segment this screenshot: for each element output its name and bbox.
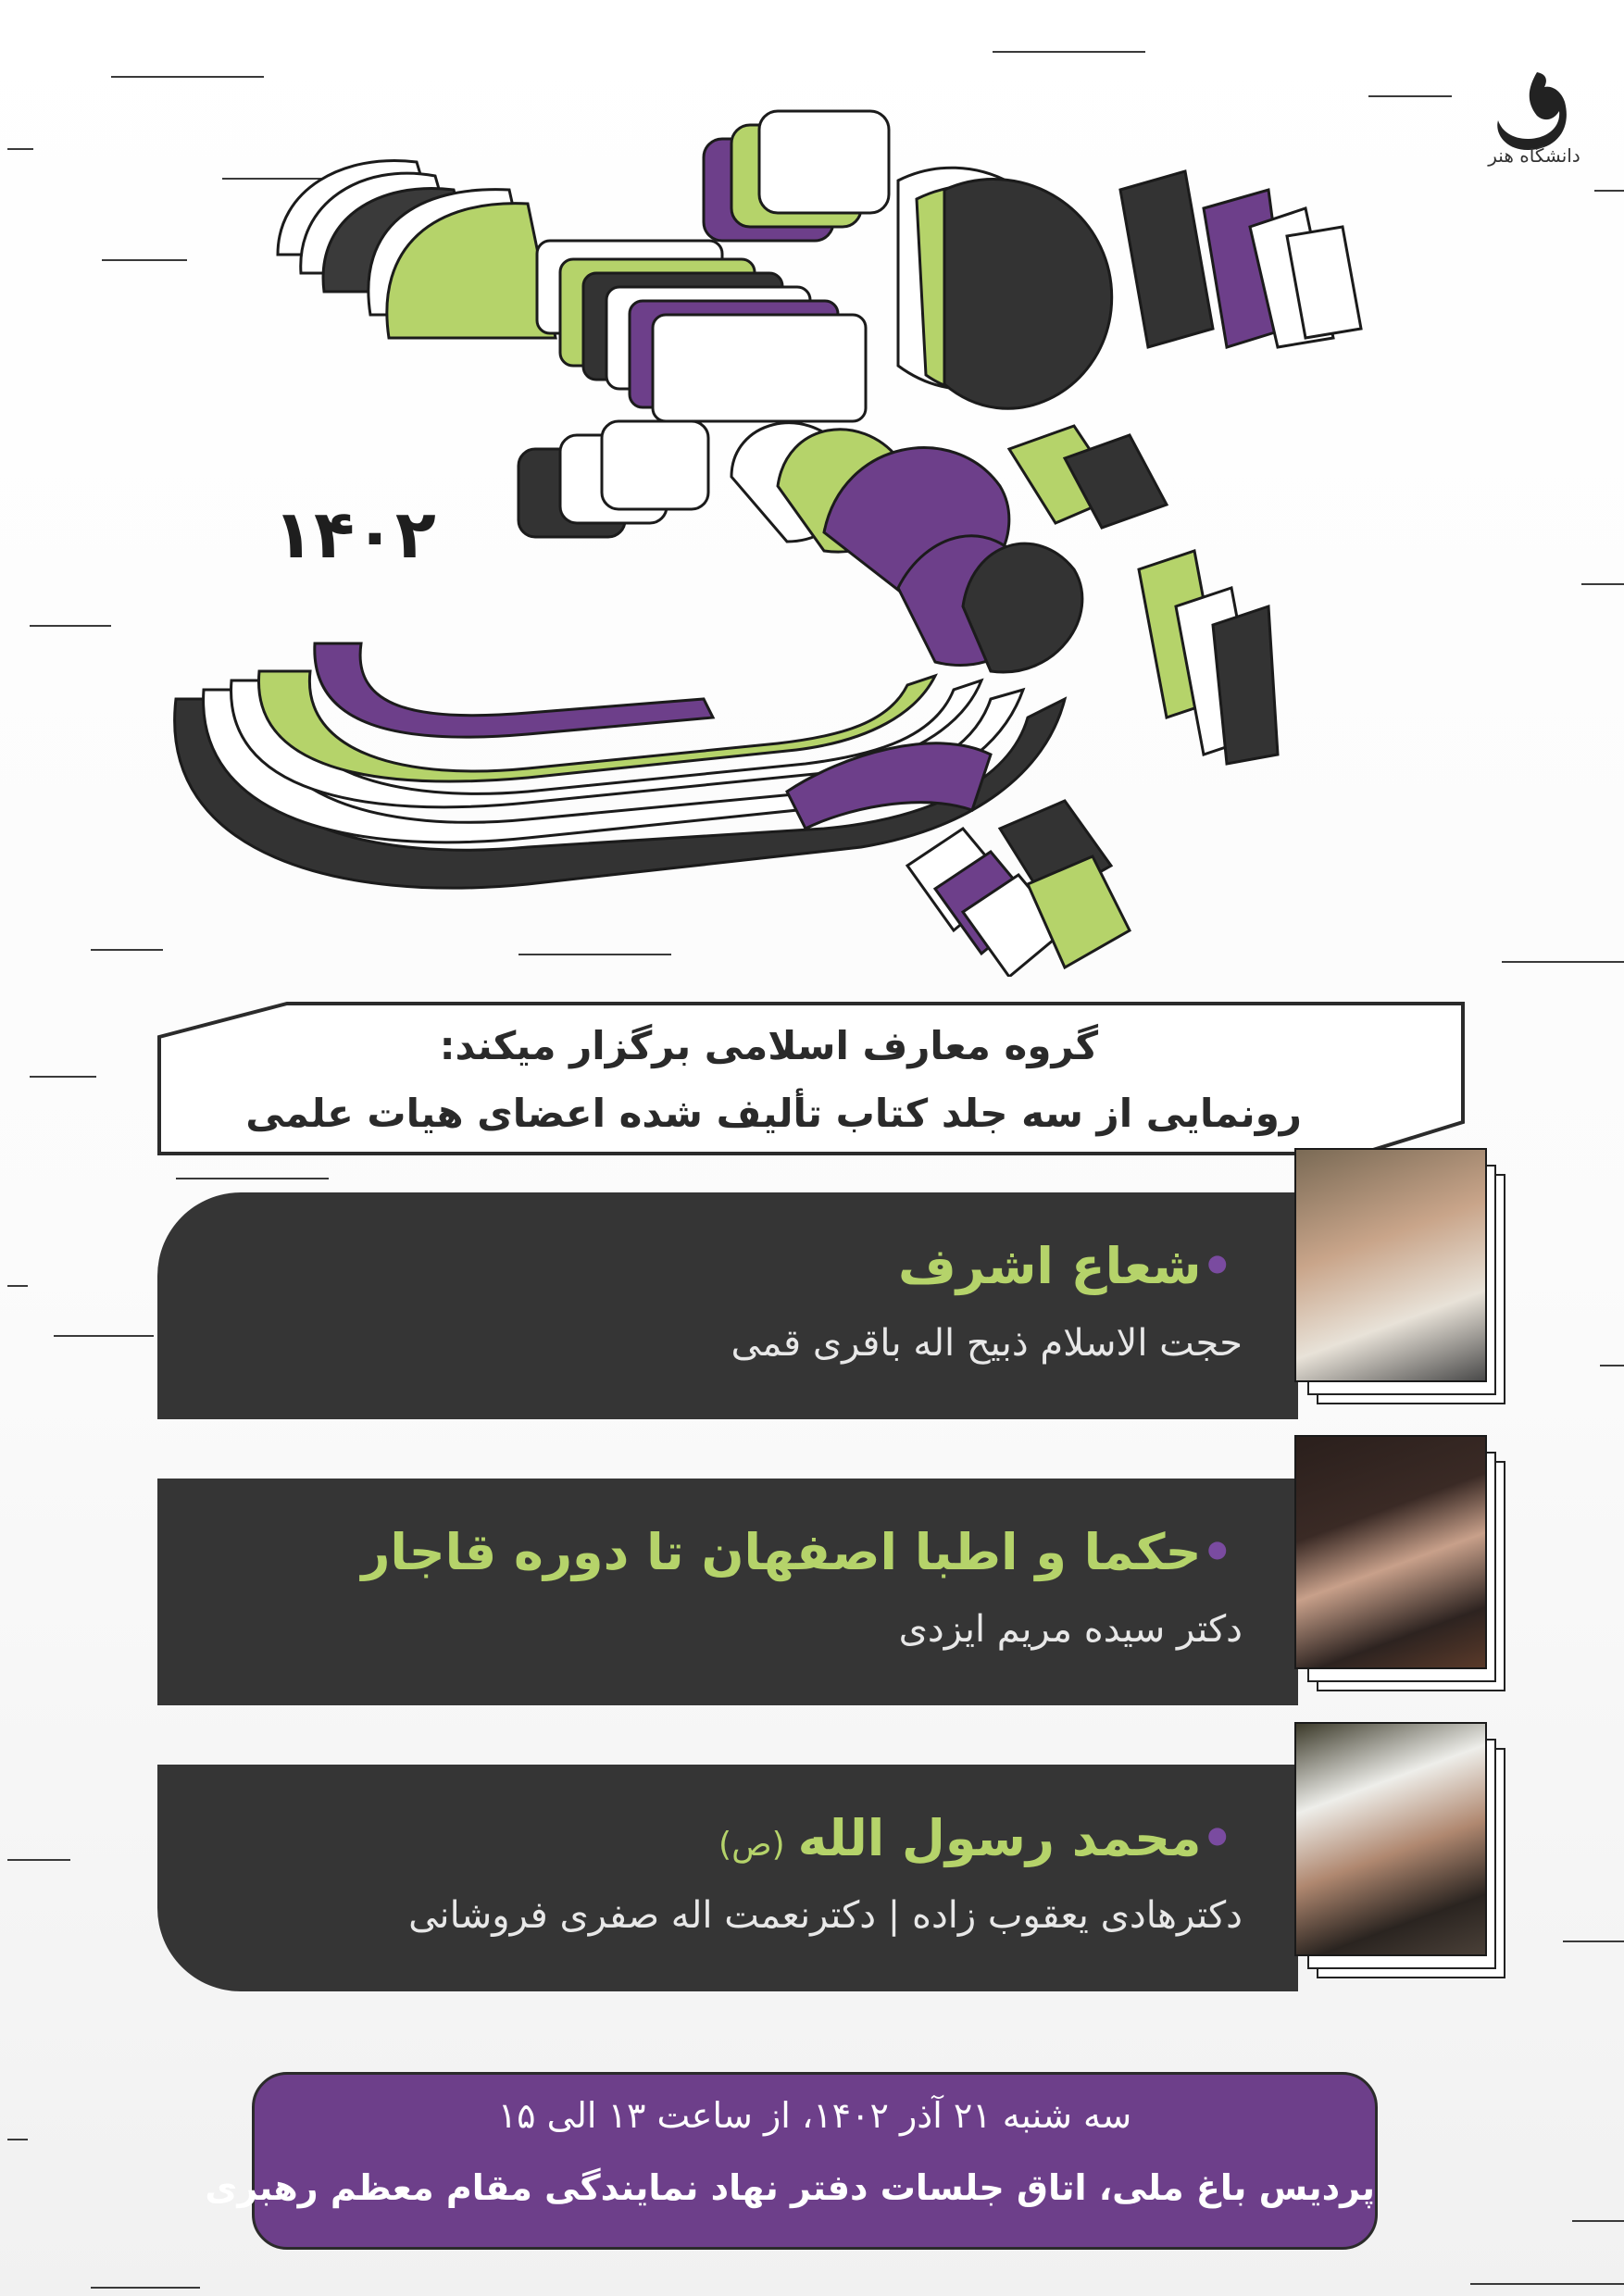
bullet-dot: • xyxy=(1201,1809,1233,1867)
book-title-1: •شعاع اشرف xyxy=(898,1237,1233,1295)
book-author-2: دکتر سیده مریم ایزدی xyxy=(898,1608,1243,1651)
bullet-dot: • xyxy=(1201,1523,1233,1581)
event-details-box xyxy=(205,2072,1378,2250)
event-venue: پردیس باغ ملی، اتاق جلسات دفتر نهاد نمایندگی مقام معظم رهبری xyxy=(205,2167,1375,2208)
book-title-2: •حکما و اطبا اصفهان تا دوره قاجار xyxy=(361,1523,1233,1581)
author-photo-3 xyxy=(1294,1722,1487,1956)
university-logo-icon xyxy=(1481,65,1583,185)
intro-organizer: گروه معارف اسلامی برگزار میکند: xyxy=(439,1023,1098,1068)
intro-subtitle: رونمایی از سه جلد کتاب تألیف شده اعضای هیات علمی xyxy=(245,1091,1302,1136)
author-photo-stack-2 xyxy=(1294,1435,1507,1690)
book-author-1: حجت الاسلام ذبیح اله باقری قمی xyxy=(731,1322,1243,1365)
author-photo-2 xyxy=(1294,1435,1487,1669)
book-author-3: دکترهادی یعقوب زاده | دکترنعمت اله صفری فروشانی xyxy=(408,1894,1243,1937)
book-card-1 xyxy=(157,1192,1298,1419)
book-title-3: •محمد رسول الله(ص) xyxy=(718,1809,1233,1867)
book-card-3 xyxy=(157,1765,1298,1991)
book-card-2 xyxy=(157,1479,1298,1705)
author-photo-1 xyxy=(1294,1148,1487,1382)
author-photo-stack-3 xyxy=(1294,1722,1507,1977)
event-datetime: سه شنبه ۲۱ آذر ۱۴۰۲، از ساعت ۱۳ الی ۱۵ xyxy=(497,2095,1132,2136)
bullet-dot: • xyxy=(1201,1237,1233,1295)
logo-label: دانشگاه هنر xyxy=(1488,144,1580,167)
event-year: ۱۴۰۲ xyxy=(273,495,436,573)
author-photo-stack-1 xyxy=(1294,1148,1507,1403)
